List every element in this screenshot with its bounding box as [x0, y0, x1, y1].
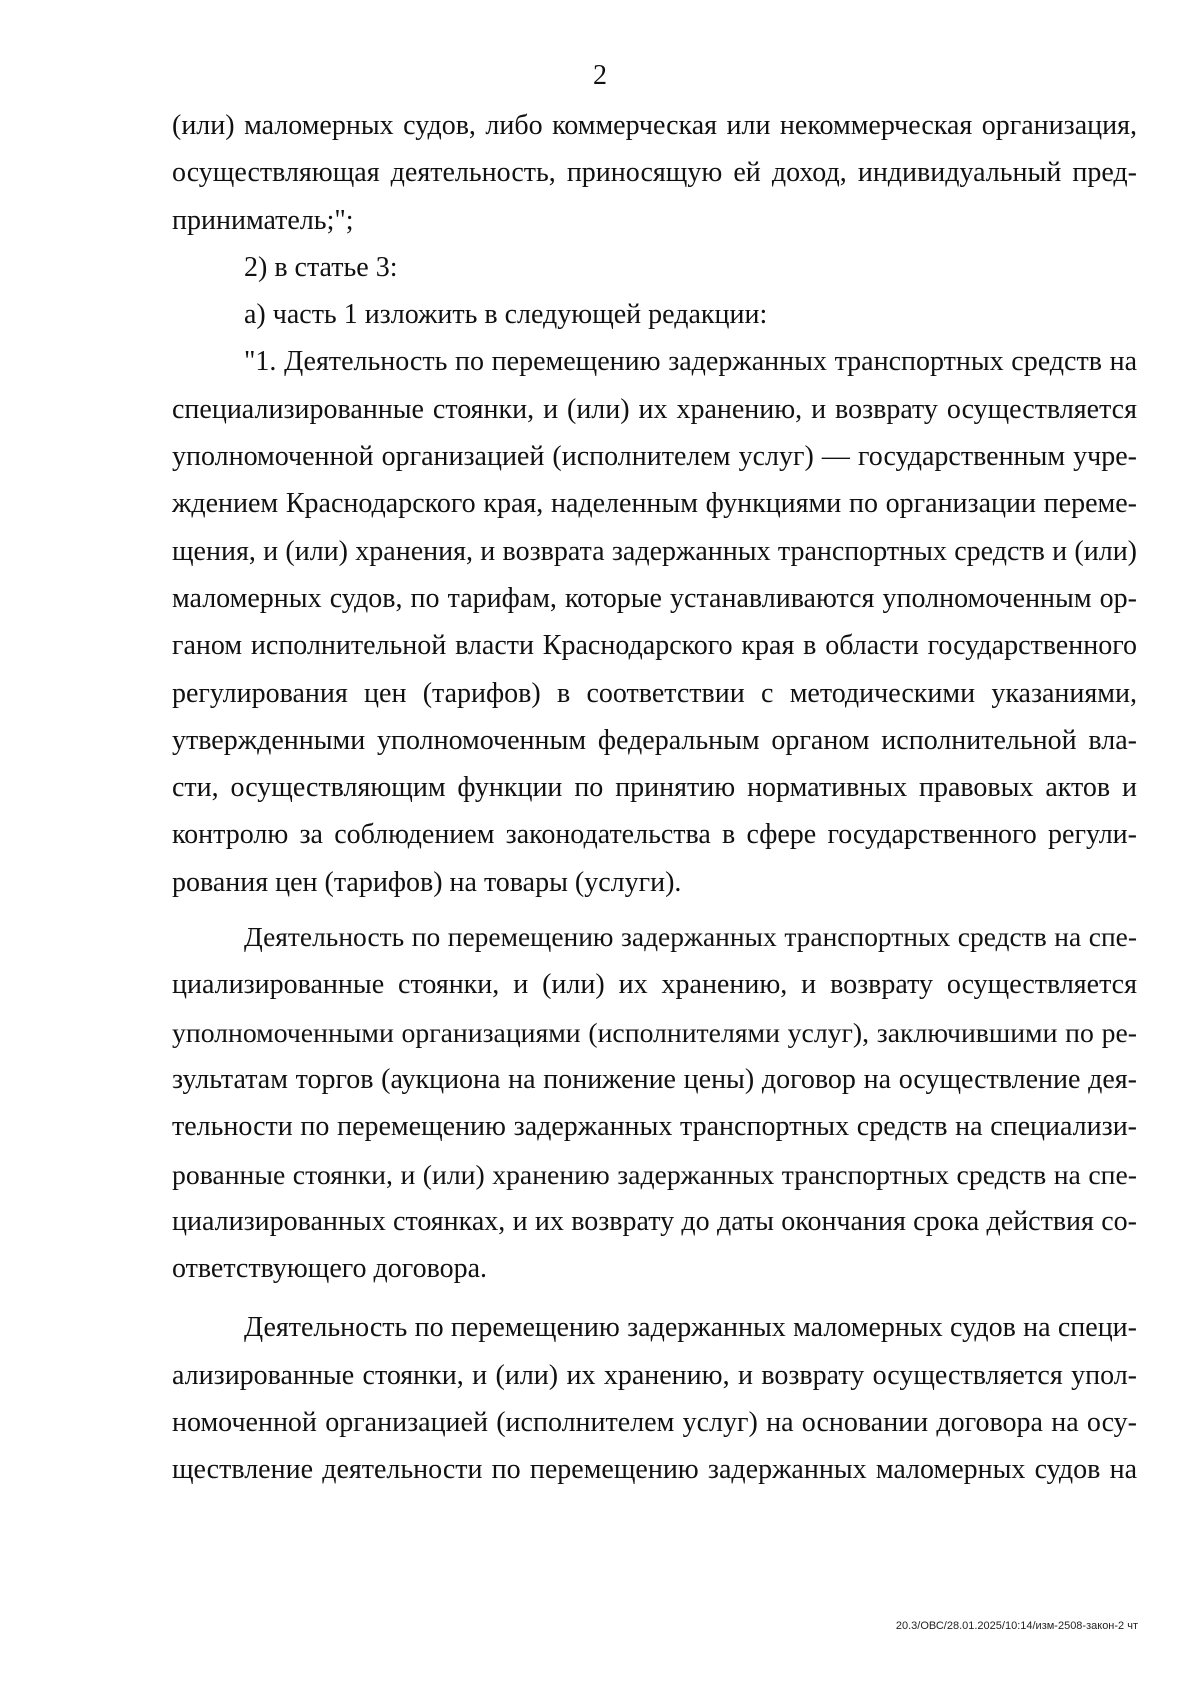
text-line: контролю за соблюдением законодательства в сфере государственного регули- — [172, 819, 1137, 851]
page-number: 2 — [593, 60, 607, 91]
text-line: Деятельность по перемещению задержанных транспортных средств на спе- — [244, 922, 1137, 953]
text-line: уполномоченной организацией (исполнителем услуг) — государственным учре- — [172, 441, 1137, 473]
text-line: Деятельность по перемещению задержанных маломерных судов на специ- — [244, 1312, 1137, 1344]
text-line: "1. Деятельность по перемещению задержанных транспортных средств на — [244, 346, 1137, 378]
text-line: зультатам торгов (аукциона на понижение цены) договор на осуществление дея- — [172, 1063, 1137, 1095]
text-line: уполномоченными организациями (исполнителями услуг), заключившими по ре- — [172, 1016, 1137, 1048]
text-line: приниматель;"; — [172, 204, 354, 236]
text-line: осуществляющая деятельность, приносящую ей доход, индивидуальный пред- — [172, 157, 1137, 189]
text-line: маломерных судов, по тарифам, которые устанавливаются уполномоченным ор- — [172, 582, 1137, 614]
text-line: щения, и (или) хранения, и возврата задержанных транспортных средств и (или) — [172, 535, 1137, 567]
text-line: циализированные стоянки, и (или) их хранению, и возврату осуществляется — [172, 969, 1137, 1001]
document-code-footer: 20.3/ОВС/28.01.2025/10:14/изм-2508-закон-2 чт — [895, 1620, 1138, 1632]
text-line: ализированные стоянки, и (или) их хранению, и возврату осуществляется упол- — [172, 1359, 1137, 1391]
text-line: специализированные стоянки, и (или) их хранению, и возврату осуществляется — [172, 393, 1137, 425]
text-line: регулирования цен (тарифов) в соответствии с методическими указаниями, — [172, 677, 1137, 709]
text-line: ганом исполнительной власти Краснодарского края в области государственного — [172, 630, 1137, 662]
text-line: циализированных стоянках, и их возврату до даты окончания срока действия со- — [172, 1205, 1137, 1237]
text-line: ждением Краснодарского края, наделенным функциями по организации переме- — [172, 488, 1137, 520]
text-line: рования цен (тарифов) на товары (услуги). — [172, 866, 682, 898]
text-line: сти, осуществляющим функции по принятию нормативных правовых актов и — [172, 772, 1137, 804]
text-line: тельности по перемещению задержанных транспортных средств на специализи- — [172, 1111, 1137, 1143]
text-line: а) часть 1 изложить в следующей редакции: — [244, 299, 768, 331]
text-line: ответствующего договора. — [172, 1253, 488, 1285]
text-line: (или) маломерных судов, либо коммерческая или некоммерческая организация, — [172, 110, 1137, 141]
text-line: утвержденными уполномоченным федеральным органом исполнительной вла- — [172, 724, 1137, 756]
text-line: рованные стоянки, и (или) хранению задержанных транспортных средств на спе- — [172, 1158, 1137, 1190]
text-line: ществление деятельности по перемещению задержанных маломерных судов на — [172, 1454, 1137, 1486]
document-body — [172, 102, 1137, 1494]
text-line: 2) в статье 3: — [244, 251, 398, 283]
text-line: номоченной организацией (исполнителем услуг) на основании договора на осу- — [172, 1407, 1137, 1439]
